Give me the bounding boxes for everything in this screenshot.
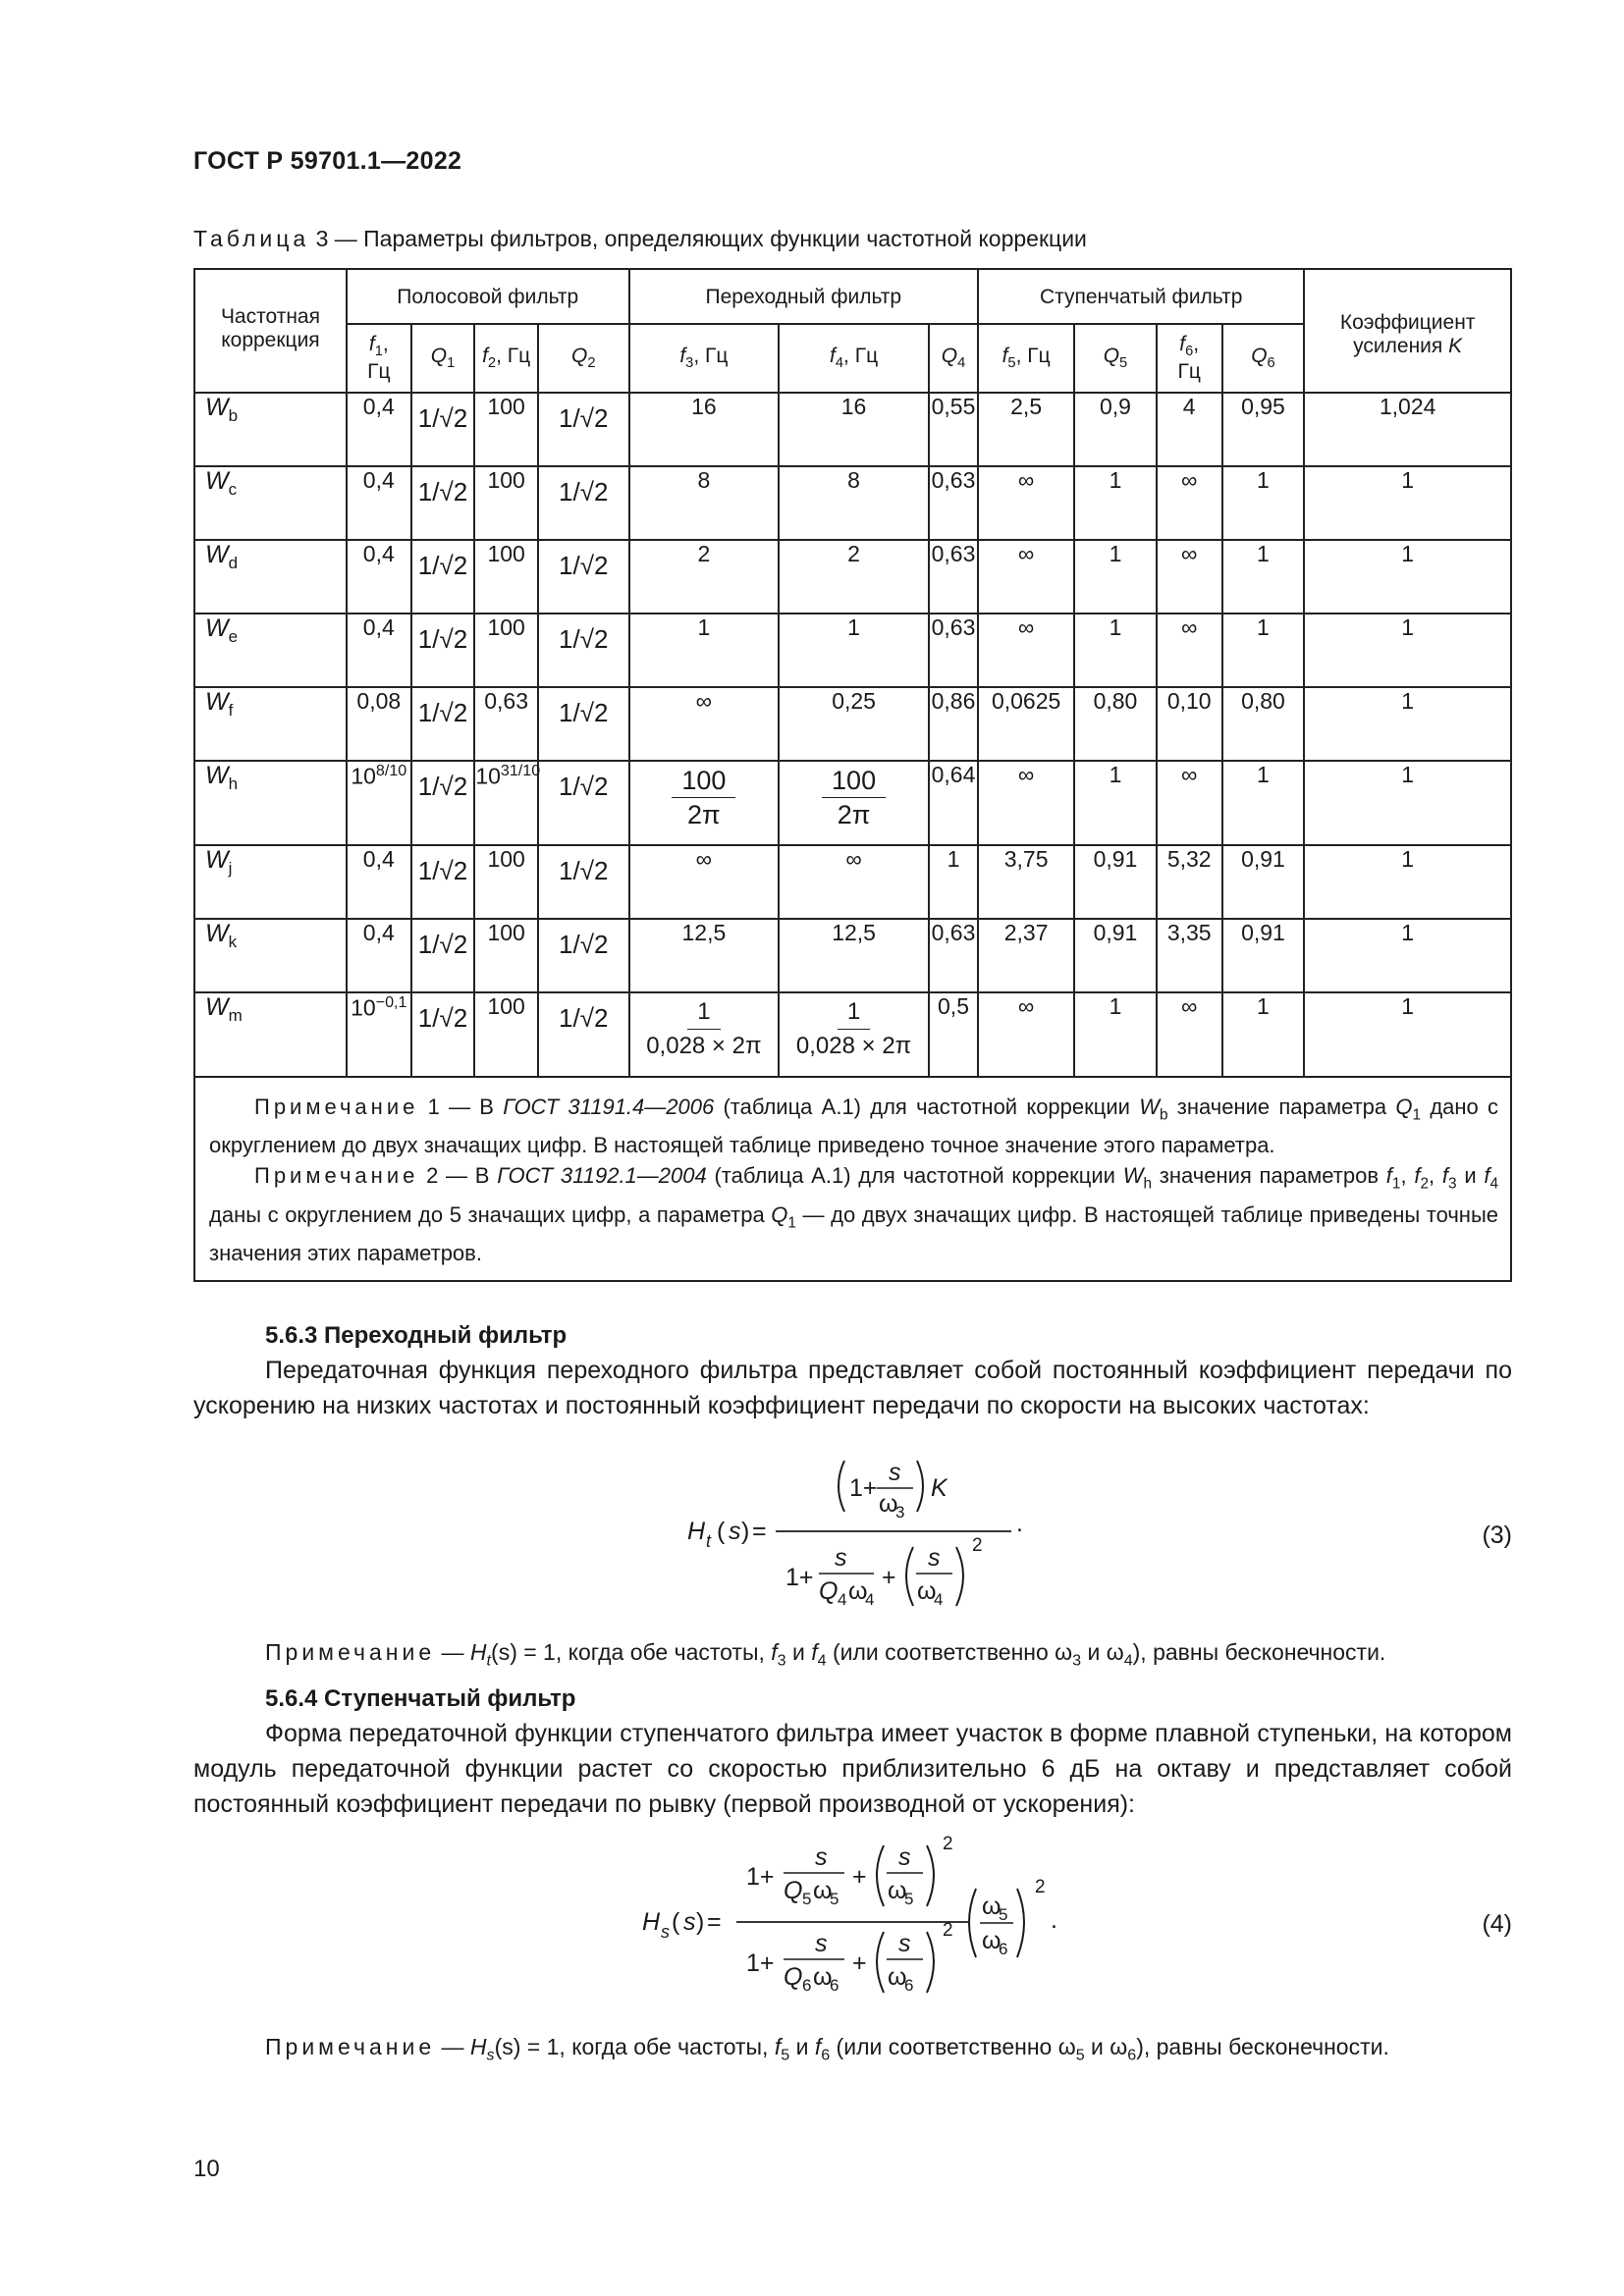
col-f3: $f_3$, Гц [629,324,780,393]
col-f2: $f_2$, Гц [474,324,538,393]
svg-text:.: . [1016,1510,1023,1537]
svg-text:Q: Q [784,1963,803,1991]
col-f1: $f_1$, Гц [347,324,411,393]
svg-text:ω: ω [888,1877,907,1904]
svg-text:s: s [729,1518,741,1545]
section-563-note: Примечание — $H_t(s) = 1$, когда обе частоты, $f_3$ и $f_4$ (или соответственно $\omega_3$ и $\omega_4$), равны бесконечности. [265,1639,1386,1670]
page-number: 10 [193,2156,220,2182]
sqrt-value: 1/√2 [559,856,609,885]
fraction: $\frac{1}{0,028 \times 2\pi}$ [792,995,915,1063]
svg-text:6: 6 [904,1976,914,1995]
table-caption: Таблица 3 — Параметры фильтров, определяющих функции частотной коррекции [193,226,1087,251]
svg-text:s: s [898,1843,911,1871]
svg-text:2: 2 [943,1920,953,1941]
svg-text:+: + [852,1863,867,1891]
svg-text:5: 5 [999,1905,1008,1924]
svg-text:6: 6 [999,1940,1008,1958]
svg-text:s: s [661,1922,670,1942]
svg-text:4: 4 [934,1590,944,1609]
svg-text:s: s [889,1459,901,1486]
table-row: $W_f$ 0,08 1/√2 0,63 1/√2 ∞ 0,25 0,86 0,0625 0,80 0,10 0,80 1 [194,687,1511,761]
col-f4: $f_4$, Гц [779,324,929,393]
svg-text:5: 5 [802,1890,812,1908]
svg-text:Q: Q [784,1877,803,1904]
sqrt-value: 1/√2 [559,551,609,580]
svg-text:s: s [835,1544,847,1572]
table-row: $W_c$ 0,4 1/√2 100 1/√2 8 8 0,63 ∞ 1 ∞ 1 1 [194,466,1511,540]
svg-text:ω: ω [879,1490,898,1518]
svg-text:=: = [752,1518,767,1545]
sqrt-value: 1/√2 [417,698,468,727]
svg-text:(: ( [672,1908,680,1936]
sqrt-value: 1/√2 [559,698,609,727]
sqrt-value: 1/√2 [559,930,609,959]
svg-text:H: H [687,1518,706,1545]
sqrt-value: 1/√2 [559,772,609,801]
table-row: $W_e$ 0,4 1/√2 100 1/√2 1 1 0,63 ∞ 1 ∞ 1 1 [194,614,1511,687]
svg-text:+: + [852,1949,867,1977]
fraction: $\frac{100}{2\pi}$ [822,764,886,831]
svg-text:1+: 1+ [849,1474,878,1502]
section-title-563: 5.6.3 Переходный фильтр [265,1322,568,1349]
svg-text:4: 4 [838,1590,847,1609]
svg-text:s: s [815,1930,828,1957]
equation-4 [638,1824,1100,2020]
sqrt-value: 1/√2 [417,477,468,507]
fraction: $\frac{1}{0,028 \times 2\pi}$ [642,995,765,1063]
table-row: $W_j$ 0,4 1/√2 100 1/√2 ∞ ∞ 1 3,75 0,91 5,32 0,91 1 [194,845,1511,919]
svg-text:2: 2 [943,1834,953,1854]
group-transition: Переходный фильтр [629,269,979,324]
sqrt-value: 1/√2 [417,856,468,885]
sqrt-value: 1/√2 [417,624,468,654]
svg-text:ω: ω [982,1927,1001,1954]
svg-text:+: + [882,1564,896,1591]
sqrt-value: 1/√2 [559,403,609,433]
group-bandpass: Полосовой фильтр [347,269,629,324]
svg-text:4: 4 [865,1590,875,1609]
document-header: ГОСТ Р 59701.1—2022 [193,147,462,175]
col-correction: Частотная коррекция [194,269,347,393]
col-q6: $Q_6$ [1222,324,1305,393]
fraction: $\frac{100}{2\pi}$ [672,764,735,831]
svg-text:1+: 1+ [746,1863,775,1891]
section-text-563: Передаточная функция переходного фильтра представляет собой постоянный коэффициент передачи по ускорению на низких частотах и постоянный коэффициент передачи по скорости на высоких частотах: [193,1357,1512,1419]
svg-text:ω: ω [888,1963,907,1991]
svg-text:.: . [1051,1906,1057,1934]
svg-text:t: t [706,1531,712,1551]
svg-text:=: = [707,1908,722,1936]
svg-text:K: K [931,1474,947,1502]
section-text-564: Форма передаточной функции ступенчатого фильтра имеет участок в форме плавной ступеньки, на котором модуль передаточной функции растет со скоростью приблизительно 6 дБ на октаву и представляет собой постоянный коэффициент передачи по рывку (первой производной от ускорения): [193,1720,1512,1818]
svg-text:ω: ω [813,1877,833,1904]
svg-text:3: 3 [895,1503,905,1522]
col-q1: $Q_1$ [411,324,475,393]
svg-text:s: s [928,1544,941,1572]
sqrt-value: 1/√2 [417,930,468,959]
col-q4: $Q_4$ [929,324,978,393]
svg-text:1+: 1+ [785,1564,814,1591]
sqrt-value: 1/√2 [559,477,609,507]
svg-text:s: s [683,1908,696,1936]
table-note-1: Примечание 1 — В ГОСТ 31191.4—2006 (таблица А.1) для частотной коррекции $W_b$ значение параметра $Q_1$ дано с округлением до двух значащих цифр. В настоящей таблице приведено точное значение этого параметра. [209,1095,1499,1158]
svg-text:s: s [898,1930,911,1957]
svg-text:6: 6 [830,1976,839,1995]
section-title-564: 5.6.4 Ступенчатый фильтр [265,1685,576,1712]
col-q5: $Q_5$ [1074,324,1157,393]
equation-number-3: (3) [1482,1522,1512,1549]
equation-3 [677,1453,1090,1625]
svg-text:ω: ω [813,1963,833,1991]
sqrt-value: 1/√2 [417,403,468,433]
sqrt-value: 1/√2 [417,551,468,580]
sqrt-value: 1/√2 [559,1003,609,1033]
svg-text:5: 5 [904,1890,914,1908]
svg-text:s: s [815,1843,828,1871]
table-row: $W_d$ 0,4 1/√2 100 1/√2 2 2 0,63 ∞ 1 ∞ 1 1 [194,540,1511,614]
svg-text:H: H [642,1908,661,1936]
table-row: $W_b$ 0,4 1/√2 100 1/√2 16 16 0,55 2,5 0,9 4 0,95 1,024 [194,393,1511,466]
equation-number-4: (4) [1482,1910,1512,1938]
group-step: Ступенчатый фильтр [978,269,1304,324]
section-564-note: Примечание — $H_s(s) = 1$, когда обе частоты, $f_5$ и $f_6$ (или соответственно $\omega_5$ и $\omega_6$), равны бесконечности. [265,2034,1389,2064]
col-gain: Коэффициент усиления K [1304,269,1511,393]
svg-text:2: 2 [972,1535,983,1556]
table-row: $W_k$ 0,4 1/√2 100 1/√2 12,5 12,5 0,63 2,37 0,91 3,35 0,91 1 [194,919,1511,992]
sqrt-value: 1/√2 [417,1003,468,1033]
filter-parameters-table [193,268,1512,1282]
sqrt-value: 1/√2 [559,624,609,654]
svg-text:): ) [696,1908,705,1936]
svg-text:ω: ω [848,1577,868,1605]
table-row: $W_m$ $10^{-0,1}$ 1/√2 100 1/√2 $\frac{1}{0,028 \times 2\pi}$ $\frac{1}{0,028 \times 2\pi}$ 0,5 ∞ 1 ∞ 1 1 [194,992,1511,1077]
sqrt-value: 1/√2 [417,772,468,801]
col-f6: $f_6$, Гц [1157,324,1222,393]
col-f5: $f_5$, Гц [978,324,1074,393]
svg-text:1+: 1+ [746,1949,775,1977]
table-note-2: Примечание 2 — В ГОСТ 31192.1—2004 (таблица А.1) для частотной коррекции $W_h$ значения параметров $f_1$, $f_2$, $f_3$ и $f_4$ даны с округлением до 5 значащих цифр, а параметра $Q_1$ — до двух значащих цифр. В настоящей таблице приведены точные значения этих параметров. [209,1163,1499,1266]
table-row: $W_h$ $10^{8/10}$ 1/√2 $10^{31/10}$ 1/√2 $\frac{100}{2\pi}$ $\frac{100}{2\pi}$ 0,64 ∞ 1 ∞ 1 1 [194,761,1511,845]
svg-text:6: 6 [802,1976,812,1995]
svg-text:): ) [741,1518,750,1545]
svg-text:(: ( [717,1518,726,1545]
svg-text:ω: ω [917,1577,937,1605]
svg-text:5: 5 [830,1890,839,1908]
svg-text:ω: ω [982,1893,1001,1920]
svg-text:2: 2 [1035,1877,1046,1897]
svg-text:Q: Q [819,1577,839,1605]
table-notes [194,1077,1511,1281]
col-q2: $Q_2$ [538,324,629,393]
